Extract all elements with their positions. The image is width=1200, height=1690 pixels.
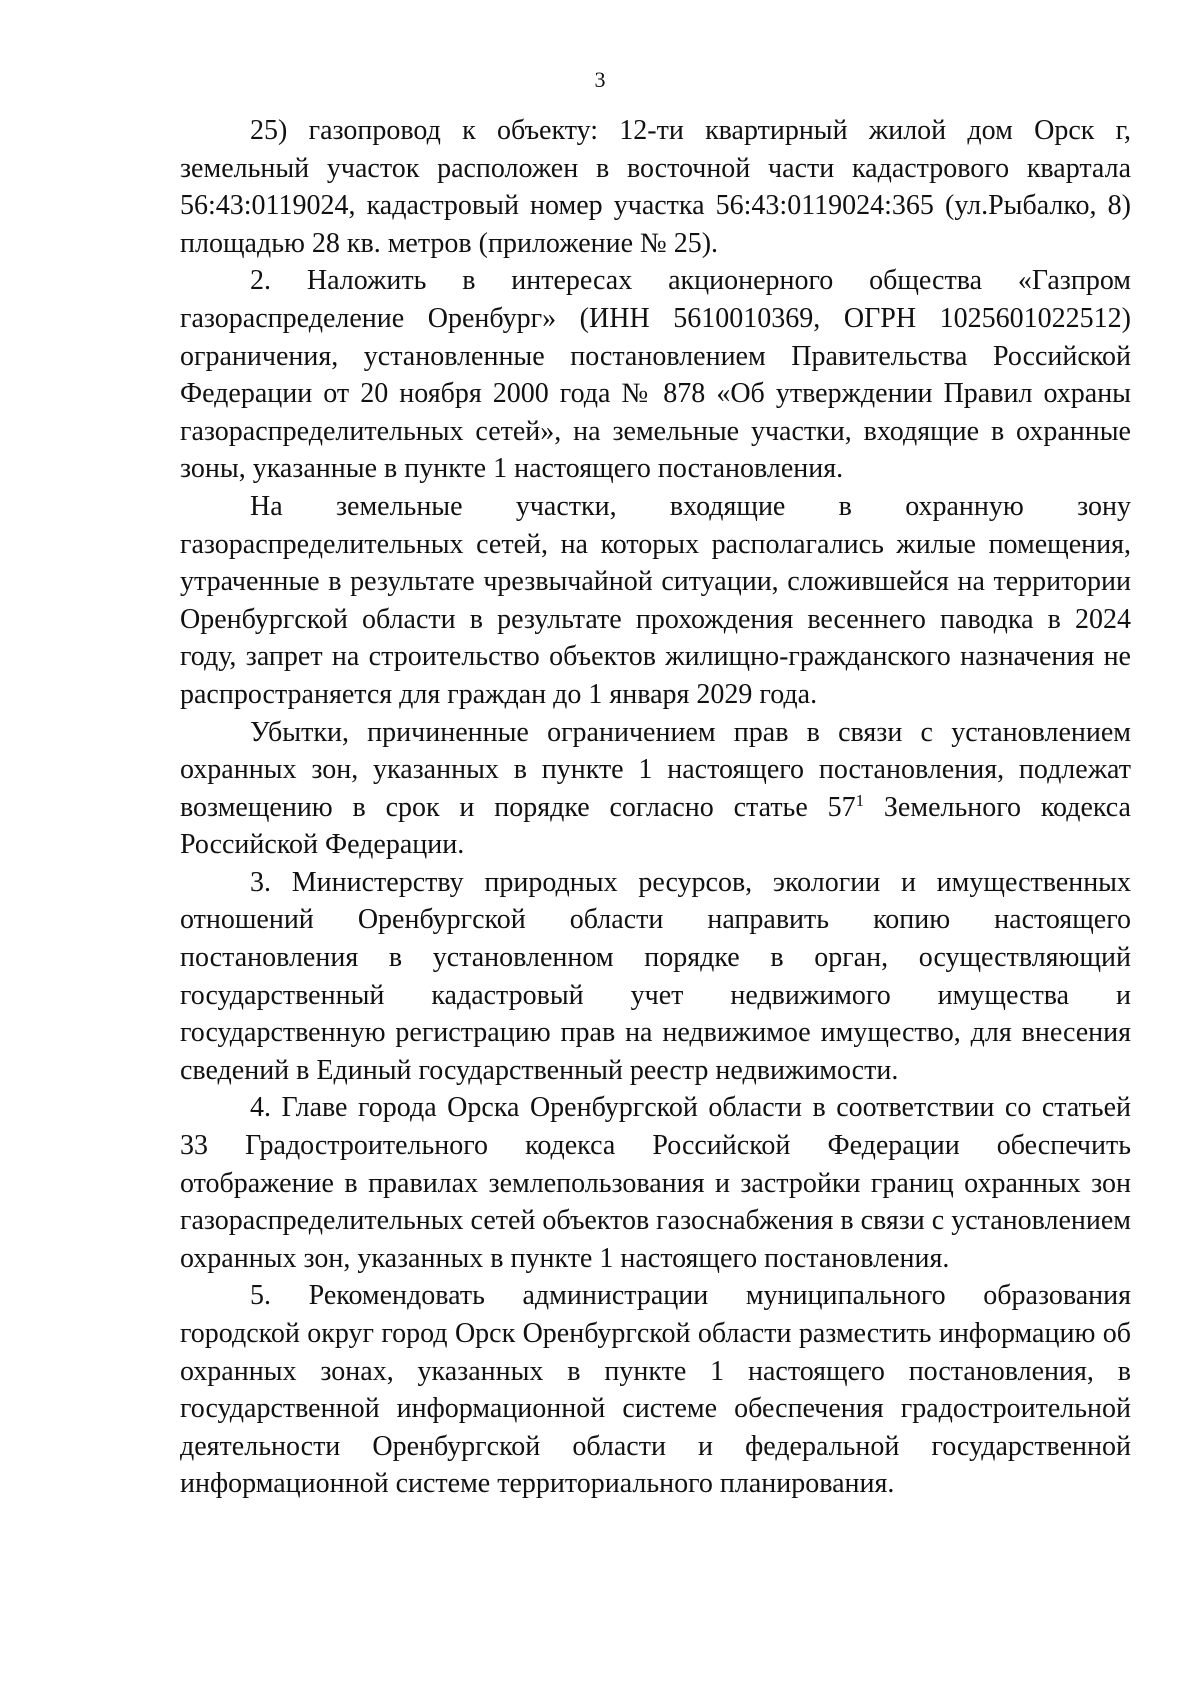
article-superscript: 1 (855, 790, 865, 810)
paragraph-clause-4: 4. Главе города Орска Оренбургской области в соответствии со статьей 33 Градостроительного кодекса Российской Федерации обеспечить отображение в правилах землепользования и застройки границ охранных зон газораспределительных сетей объектов газоснабжения в связи с установлением охранных зон, указанных в пункте 1 настоящего постановления. (180, 1092, 1131, 1274)
paragraph-compensation (180, 714, 1131, 864)
document-body (180, 112, 1131, 1503)
paragraph-clause-2: 2. Наложить в интересах акционерного общества «Газпром газораспределение Оренбург» (ИНН 5610010369, ОГРН 1025601022512) ограничения, установленные постановлением Правительства Российской Федерации от 20 ноября 2000 года № 878 «Об утверждении Правил охраны газораспределительных сетей», на земельные участки, входящие в охранные зоны, указанные в пункте 1 настоящего постановления. (180, 265, 1131, 485)
paragraph-item-25: 25) газопровод к объекту: 12-ти квартирный жилой дом Орск г, земельный участок расположен в восточной части кадастрового квартала 56:43:0119024, кадастровый номер участка 56:43:0119024:365 (ул.Рыбалко, 8) площадью 28 кв. метров (приложение № 25). (180, 115, 1131, 259)
paragraph-clause-3: 3. Министерству природных ресурсов, экологии и имущественных отношений Оренбургской области направить копию настоящего постановления в установленном порядке в орган, осуществляющий государственный кадастровый учет недвижимого имущества и государственную регистрацию прав на недвижимое имущество, для внесения сведений в Единый государственный реестр недвижимости. (180, 866, 1131, 1086)
paragraph-clause-5: 5. Рекомендовать администрации муниципального образования городской округ город Орск Оренбургской области разместить информацию об охранных зонах, указанных в пункте 1 настоящего постановления, в государственной информационной системе обеспечения градостроительной деятельности Оренбургской области и федеральной государственной информационной системе территориального планирования. (180, 1280, 1131, 1500)
compensation-text-after: Земельного кодекса Российской Федерации. (180, 791, 1131, 861)
compensation-text-before: Убытки, причиненные ограничением прав в связи с установлением охранных зон, указанных в пункте 1 настоящего постановления, подлежат возмещению в срок и порядке согласно статье 57 (180, 716, 1131, 823)
page-number: 3 (594, 67, 606, 92)
paragraph-flood-exemption: На земельные участки, входящие в охранную зону газораспределительных сетей, на которых располагались жилые помещения, утраченные в результате чрезвычайной ситуации, сложившейся на территории Оренбургской области в результате прохождения весеннего паводка в 2024 году, запрет на строительство объектов жилищно-гражданского назначения не распространяется для граждан до 1 января 2029 года. (180, 490, 1131, 710)
